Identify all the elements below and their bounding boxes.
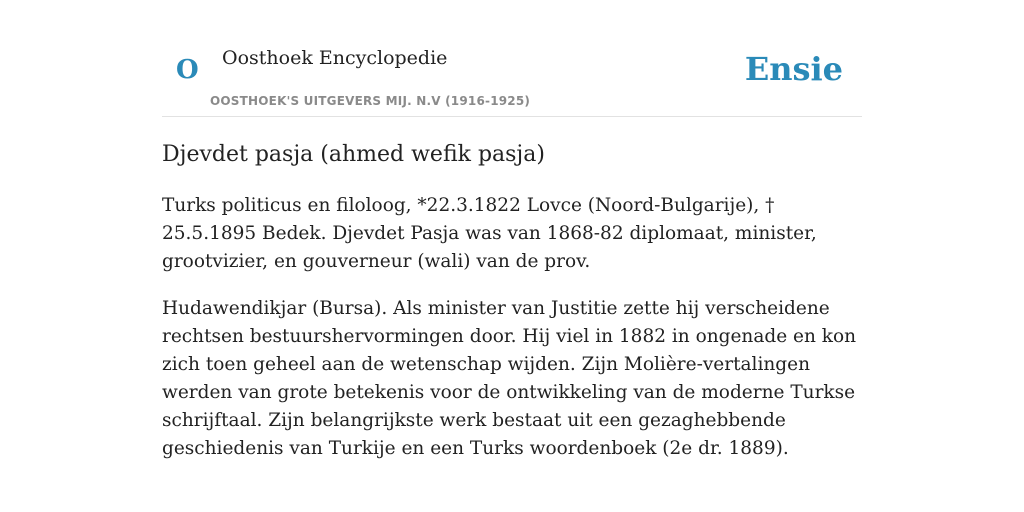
source-logo[interactable]: O xyxy=(176,55,199,85)
publisher-label: OOSTHOEK'S UITGEVERS MIJ. N.V (1916-1925) xyxy=(210,94,531,108)
article-paragraph: Hudawendikjar (Bursa). Als minister van Justitie zette hij verscheidene rechtsen bestuurshervormingen door. Hij viel in 1882 in ongenade en kon zich toen geheel aan de wetenschap wijden. Zijn Molière-vertalingen werden van grote betekenis voor de ontwikkeling van de moderne Turkse schrijftaal. Zijn belangrijkste werk bestaat uit een gezaghebbende geschiedenis van Turkije en een Turks woordenboek (2e dr. 1889). xyxy=(162,298,857,459)
source-header xyxy=(162,0,862,117)
page xyxy=(162,0,862,512)
brand-logo-link[interactable]: Ensie xyxy=(744,50,843,88)
source-title-link[interactable]: Oosthoek Encyclopedie xyxy=(222,47,448,69)
article-paragraph: Turks politicus en filoloog, *22.3.1822 Lovce (Noord-Bulgarije), † 25.5.1895 Bedek. Djevdet Pasja was van 1868-82 diplomaat, minister, grootvizier, en gouverneur (wali) van de prov. xyxy=(162,195,817,272)
article-title: Djevdet pasja (ahmed wefik pasja) xyxy=(162,142,545,167)
article-body xyxy=(162,192,862,482)
